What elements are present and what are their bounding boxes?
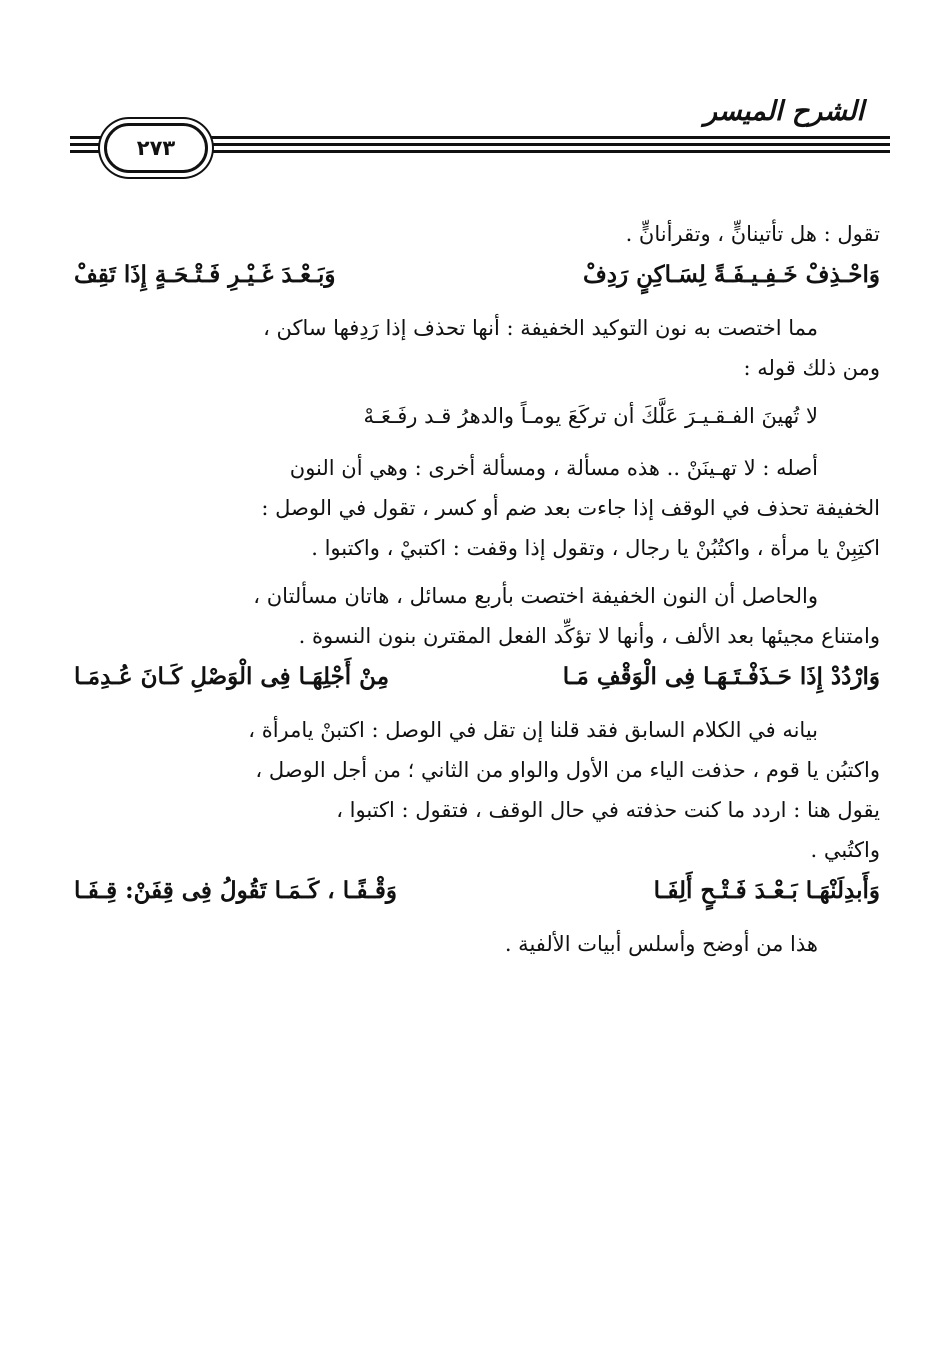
page-number: ٢٧٣ [136,136,176,160]
text-line: وامتناع مجيئها بعد الألف ، وأنها لا تؤكِّد الفعل المقترن بنون النسوة . [298,624,880,648]
running-header-title: الشرح الميسر [703,96,864,127]
text-line: الخفيفة تحذف في الوقف إذا جاءت بعد ضم أو كسر ، تقول في الوصل : [261,496,880,520]
page-body [74,214,880,964]
verse-hemistich-right: وَاحْـذِفْ خَـفِـيـفَـةً لِسَـاكِنٍ رَدِفْ [582,261,880,288]
text-line: أصله : لا تهـينَنْ .. هذه مسألة ، ومسألة أخرى : وهي أن النون [289,456,818,480]
page-number-badge [104,123,208,173]
verse-hemistich-left: وَقْـفًـا ، كَـمَـا تَقُولُ فِى قِفَنْ: قِـفَـا [74,877,397,904]
text-line: يقول هنا : اردد ما كنت حذفته في حال الوقف ، فتقول : اكتبوا ، [336,798,880,822]
poetry-line: لا تُهينَ الفـقـيـرَ عَلَّكَ أن تركَعَ يومـاً والدهرُ قـد رفَـعَـهْ [363,404,818,428]
text-line: ومن ذلك قوله : [743,356,880,380]
verse-hemistich-left: وَبَـعْـدَ غَـيْـرِ فَـتْـحَـةٍ إِذَا تَقِفْ [74,261,336,288]
text-line: هذا من أوضح وأسلس أبيات الألفية . [504,932,818,956]
verse-hemistich-left: مِنْ أَجْلِهَـا فِى الْوَصْلِ كَـانَ عُـدِمَـا [74,663,390,690]
verse-line [74,870,880,912]
text-line: واكتُبي . [810,838,880,862]
text-line: مما اختصت به نون التوكيد الخفيفة : أنها تحذف إذا رَدِفها ساكن ، [263,316,818,340]
text-line: والحاصل أن النون الخفيفة اختصت بأربع مسائل ، هاتان مسألتان ، [253,584,818,608]
verse-hemistich-right: وَارْدُدْ إِذَا حَـذَفْـتَـهَـا فِى الْوَقْفِ مَـا [562,663,880,690]
verse-hemistich-right: وَأَبدِلَنْهَـا بَـعْـدَ فَـتْـحٍ أَلِفَـا [653,877,880,904]
text-line: واكتبُن يا قوم ، حذفت الياء من الأول والواو من الثاني ؛ من أجل الوصل ، [255,758,880,782]
verse-line [74,656,880,698]
text-line: اكتِبِنْ يا مرأة ، واكتُبُنْ يا رجال ، وتقول إذا وقفت : اكتبيْ ، واكتبوا . [311,536,880,560]
text-line: بيانه في الكلام السابق فقد قلنا إن تقل في الوصل : اكتبنْ يامرأة ، [248,718,818,742]
text-line: تقول : هل تأتينانٍّ ، وتقرأنانٍّ . [625,222,880,246]
verse-line [74,254,880,296]
